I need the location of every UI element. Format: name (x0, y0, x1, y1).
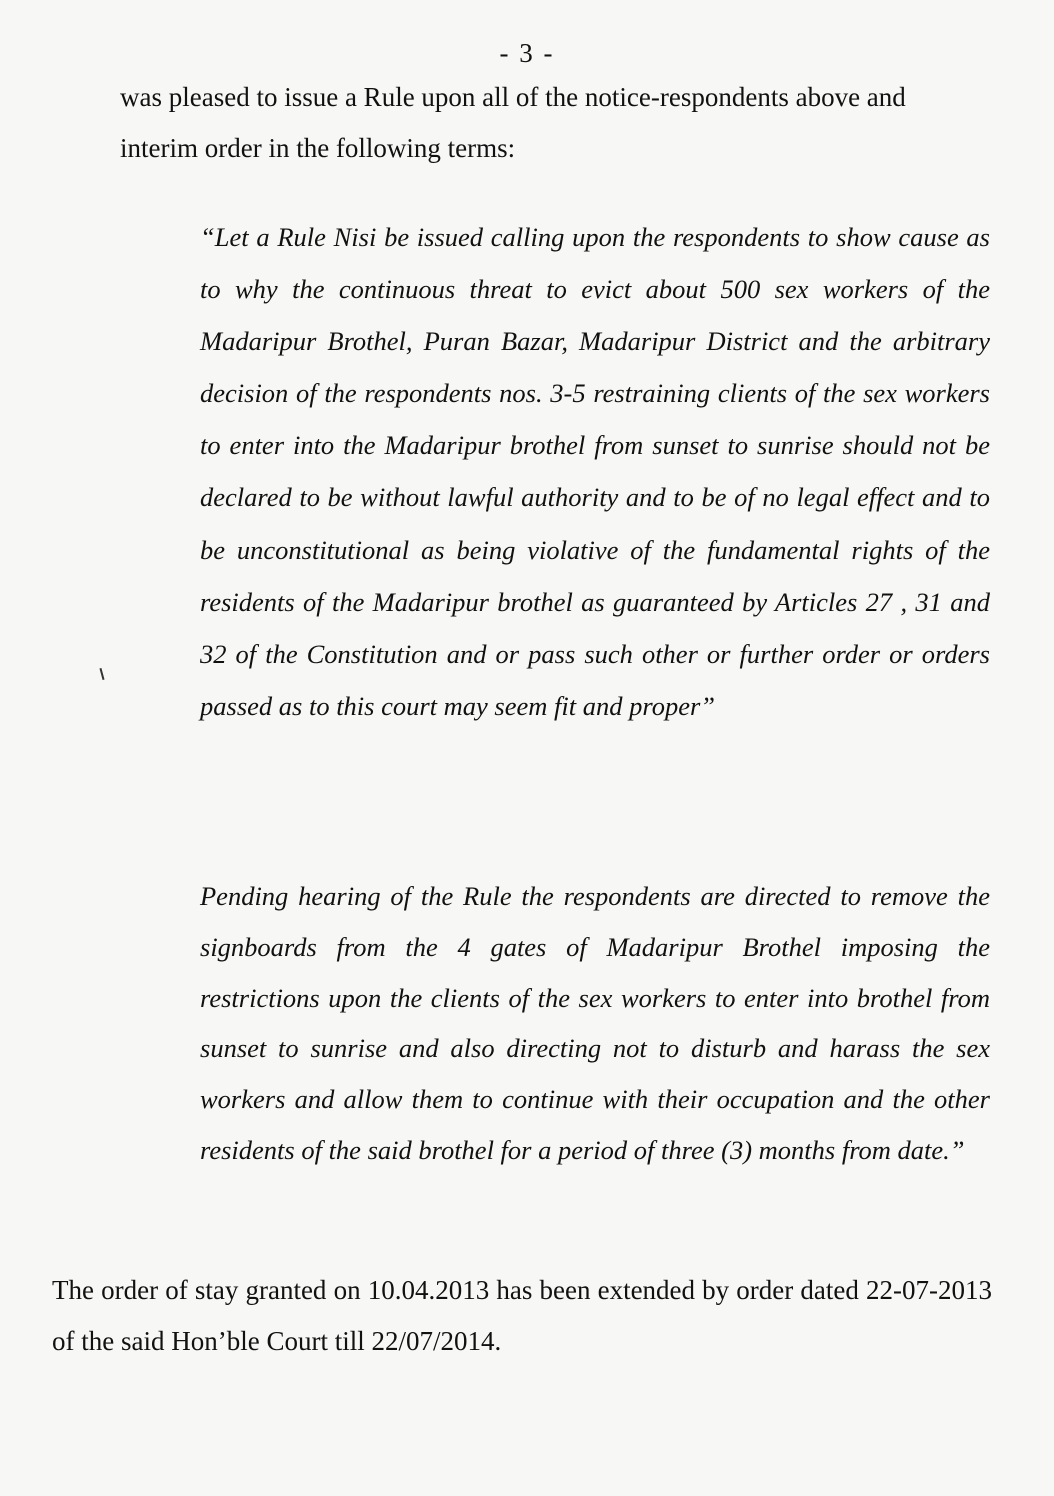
quoted-rule-nisi: “Let a Rule Nisi be issued calling upon the respondents to show cause as to why the continuous threat to evict about 500 sex workers of the Madaripur Brothel, Puran Bazar, Madaripur District and the arbitrary decision of the respondents nos. 3-5 restraining clients of the sex workers to enter into the Madaripur brothel from sunset to sunrise should not be declared to be without lawful authority and to be of no legal effect and to be unconstitutional as being violative of the fundamental rights of the residents of the Madaripur brothel as guaranteed by Articles 27 , 31 and 32 of the Constitution and or pass such other or further order or orders passed as to this court may seem fit and proper” (200, 222, 990, 721)
intro-paragraph: was pleased to issue a Rule upon all of the notice-respondents above and interim order in the following terms: (120, 82, 906, 163)
page-number: - 3 - (499, 38, 555, 68)
stray-pen-mark (99, 668, 104, 680)
closing-paragraph: The order of stay granted on 10.04.2013 has been extended by order dated 22-07-2013 of the said Hon’ble Court till 22/07/2014. (52, 1275, 992, 1356)
quoted-pending-order: Pending hearing of the Rule the respondents are directed to remove the signboards from the 4 gates of Madaripur Brothel imposing the restrictions upon the clients of the sex workers to enter into brothel from sunset to sunrise and also directing not to disturb and harass the sex workers and allow them to continue with their occupation and the other residents of the said brothel for a period of three (3) months from date.” (200, 881, 990, 1165)
